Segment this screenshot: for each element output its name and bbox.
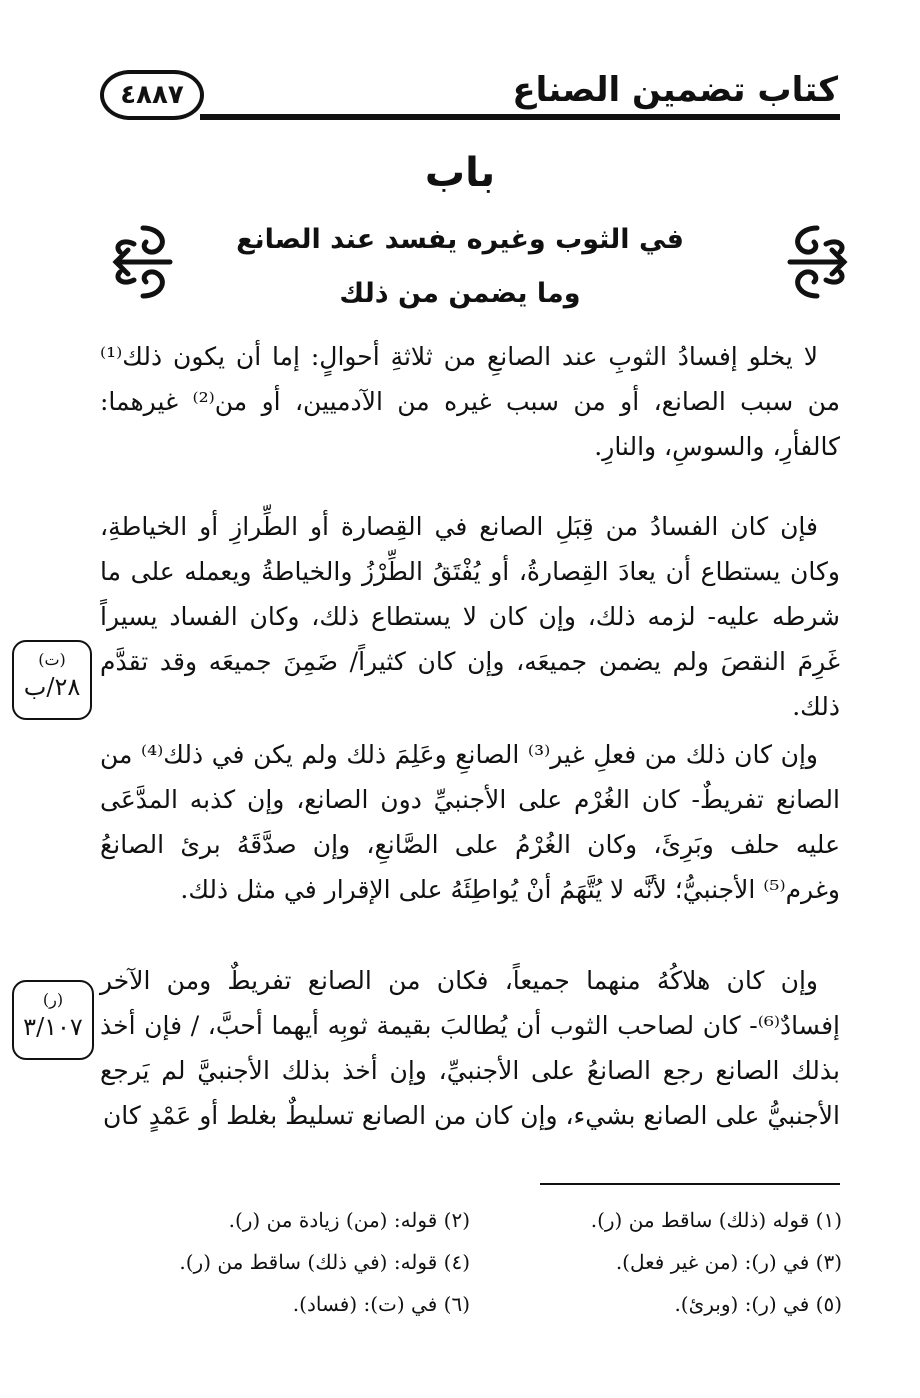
folio-number: ٢٨/ب: [23, 673, 81, 701]
chapter-subtitle-line1: في الثوب وغيره يفسد عند الصانع: [236, 224, 684, 255]
manuscript-folio-marker: [12, 640, 92, 720]
manuscript-folio-marker: [12, 980, 94, 1060]
footnote-3: (٣) في (ر): (من غير فعل).: [615, 1250, 842, 1274]
footnote-2: (٢) قوله: (من) زيادة من (ر).: [228, 1208, 470, 1232]
chapter-subtitle-line2: وما يضمن من ذلك: [339, 278, 581, 309]
page-number: ٤٨٨٧: [100, 70, 204, 120]
folio-number: ٣/١٠٧: [23, 1013, 83, 1041]
folio-manuscript-code: (ت): [38, 650, 66, 669]
folio-manuscript-code: (ر): [42, 990, 64, 1009]
chapter-title: باب: [424, 150, 496, 196]
footnote-5: (٥) في (ر): (وبرئ).: [674, 1292, 842, 1316]
footnote-1: (١) قوله (ذلك) ساقط من (ر).: [590, 1208, 842, 1232]
body-paragraph-4: وإن كان هلاكُهُ منهما جميعاً، فكان من الصانع تفريطٌ ومن الآخر إفسادٌ⁽⁶⁾- كان لصاحب الثوب أن يُطالبَ بقيمة ثوبِه أيهما أحبَّ، / فإن أخذ بذلك الصانع رجع الصانعُ على الأجنبيِّ، وإن أخذ بذلك الأجنبيَّ لم يَرجع الأجنبيُّ على الصانع بشيء، وإن كان من الصانع تسليطٌ بغلط أو عَمْدٍ كان: [100, 966, 840, 1130]
scroll-ornament-icon: [108, 222, 178, 302]
scroll-ornament-icon: [782, 222, 852, 302]
footnote-4: (٤) قوله: (في ذلك) ساقط من (ر).: [179, 1250, 470, 1274]
body-paragraph-1: لا يخلو إفسادُ الثوبِ عند الصانعِ من ثلاثةِ أحوالٍ: إما أن يكون ذلك⁽¹⁾ من سبب الصانع، أو من سبب غيره من الآدميين، أو من⁽²⁾ غيرهما: كالفأرِ، والسوسِ، والنارِ.: [100, 342, 840, 461]
running-header: [96, 62, 840, 124]
footnote-separator: [540, 1183, 840, 1185]
book-title: كتاب تضمين الصناع: [512, 70, 838, 110]
body-paragraph-3: وإن كان ذلك من فعلِ غير⁽³⁾ الصانعِ وعَلِمَ ذلك ولم يكن في ذلك⁽⁴⁾ من الصانع تفريطٌ- كان الغُرْم على الأجنبيِّ دون الصانع، وإن كذبه المدَّعَى عليه حلف وبَرِئَ، وكان الغُرْمُ على الصَّانعِ، وإن صدَّقَهُ برئ الصانعُ وغرم⁽⁵⁾ الأجنبيُّ؛ لأنَّه لا يُتَّهَمُ أنْ يُواطِئَهُ على الإقرار في مثل ذلك.: [100, 740, 840, 904]
footnote-6: (٦) في (ت): (فساد).: [292, 1292, 470, 1316]
body-paragraph-2: فإن كان الفسادُ من قِبَلِ الصانع في القِصارة أو الطِّرازِ أو الخياطةِ، وكان يستطاع أن يعادَ القِصارةُ، أو يُفْتَقُ الطِّرْزُ والخياطةُ ويعمله على ما شرطه عليه- لزمه ذلك، وإن كان لا يستطاع ذلك، وكان الفساد يسيراً غَرِمَ النقصَ ولم يضمن جميعَه، وإن كان كثيراً/ ضَمِنَ جميعَه وقد تقدَّم ذلك.: [100, 512, 840, 721]
header-rule: [200, 114, 840, 120]
